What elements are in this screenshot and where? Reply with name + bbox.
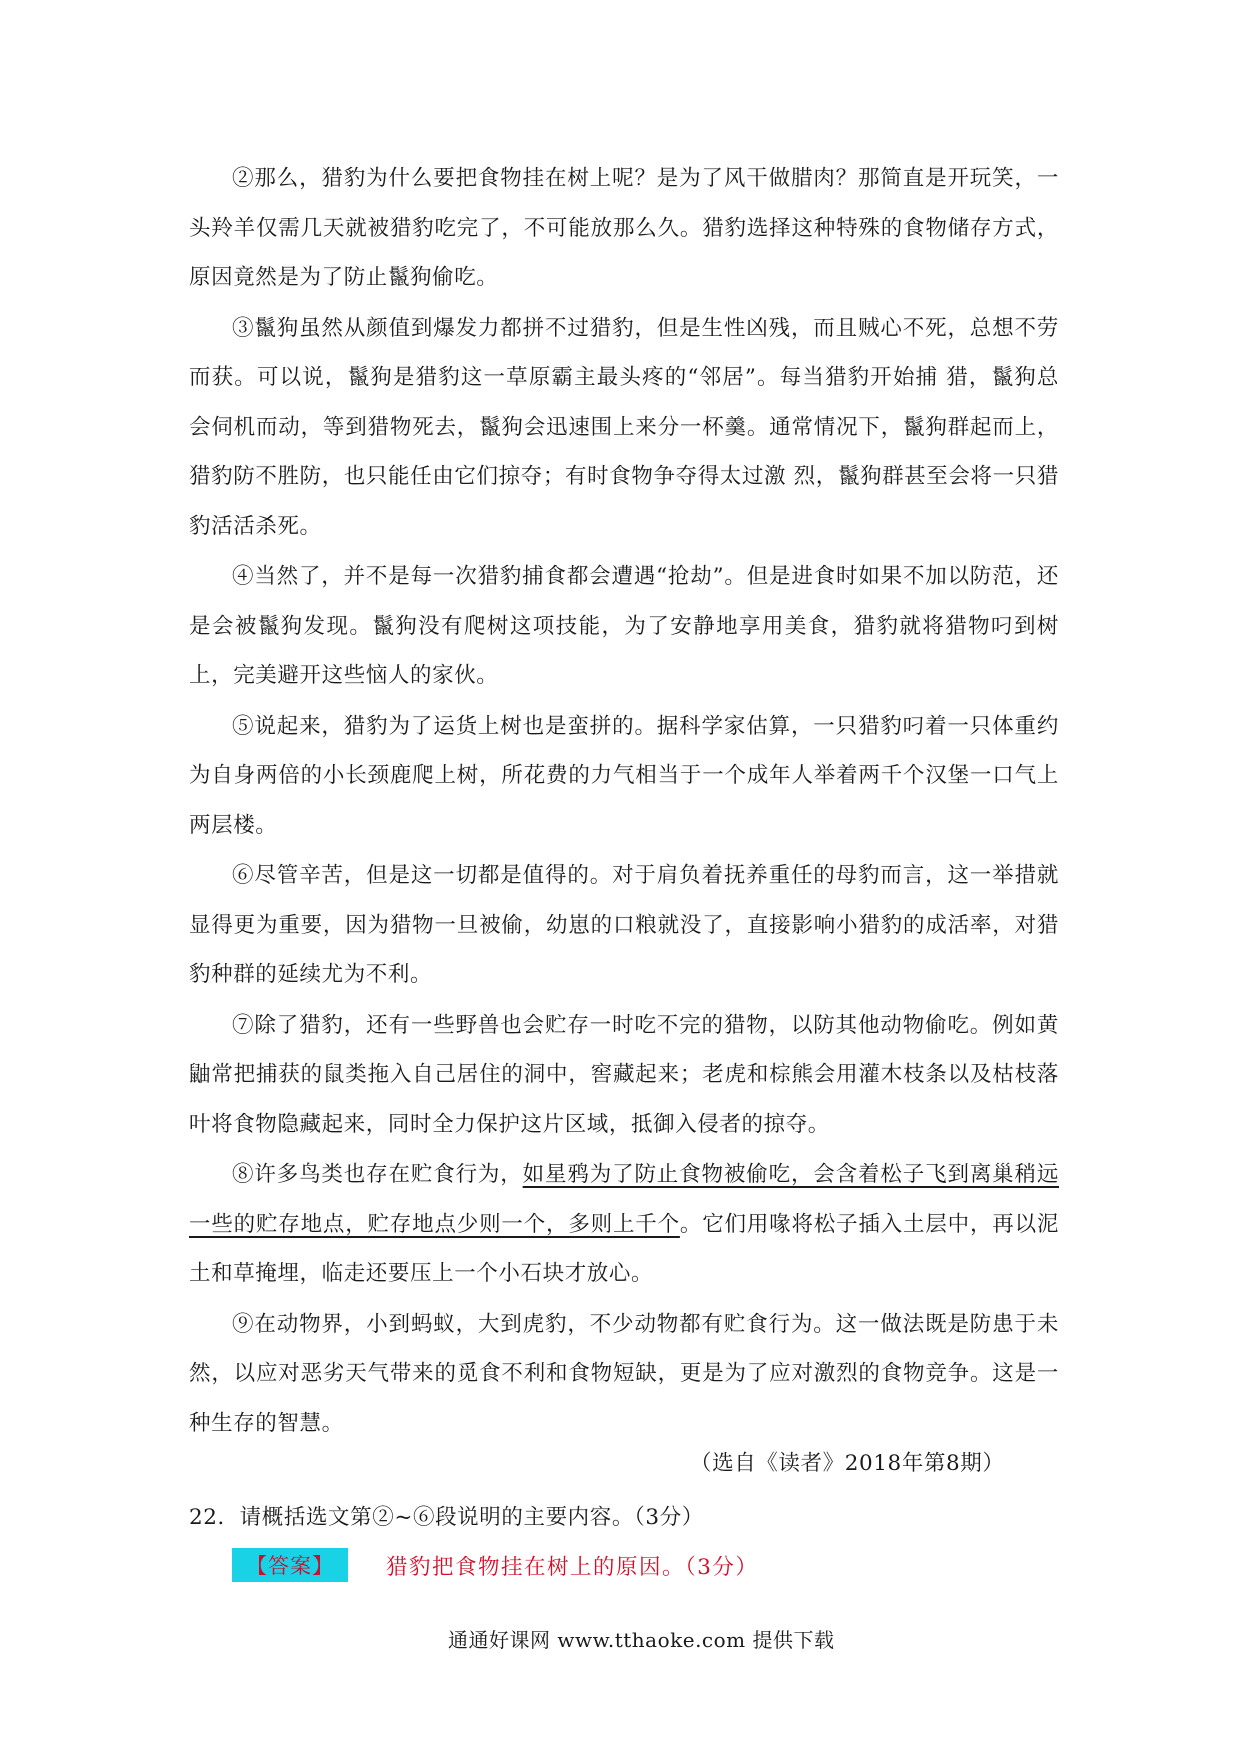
paragraph-5: ⑤说起来，猎豹为了运货上树也是蛮拼的。据科学家估算，一只猎豹叼着一只体重约为自身两倍的小长颈鹿爬上树，所花费的力气相当于一个成年人举着两千个汉堡一口气上两层楼。 [189,713,1059,838]
paragraph-7: ⑦除了猎豹，还有一些野兽也会贮存一时吃不完的猎物，以防其他动物偷吃。例如黄鼬常把捕获的鼠类拖入自己居住的洞中，窖藏起来；老虎和棕熊会用灌木枝条以及枯枝落叶将食物隐藏起来，同时全力保护这片区域，抵御入侵者的掠夺。 [189,1012,1059,1137]
paragraph-6: ⑥尽管辛苦，但是这一切都是值得的。对于肩负着抚养重任的母豹而言，这一举措就显得更为重要，因为猎物一旦被偷，幼崽的口粮就没了，直接影响小猎豹的成活率，对猎豹种群的延续尤为不利。 [189,863,1059,987]
paragraph-4: ④当然了，并不是每一次猎豹捕食都会遭遇“抢劫”。但是进食时如果不加以防范，还是会被鬣狗发现。鬣狗没有爬树这项技能，为了安静地享用美食，猎豹就将猎物叼到树上，完美避开这些恼人的家伙。 [189,564,1059,688]
article-body [189,154,1059,1449]
paragraph-9: ⑨在动物界，小到蚂蚁，大到虎豹，不少动物都有贮食行为。这一做法既是防患于未然，以应对恶劣天气带来的觅食不利和食物短缺，更是为了应对激烈的食物竞争。这是一种生存的智慧。 [189,1311,1059,1436]
paragraph-8-lead: ⑧许多鸟类也存在贮食行为， [232,1162,523,1187]
paragraph-8-tail: 。它们用喙将松子插入土层中，再以泥土和草掩埋，临走还要压上一个小石块才放心。 [189,1211,1060,1286]
page-footer: 通通好课网 www.tthaoke.com 提供下载 [448,1628,835,1652]
answer-label-badge: 【答案】 [232,1548,348,1582]
source-citation: （选自《读者》2018年第8期） [690,1451,1005,1476]
paragraph-2: ②那么，猎豹为什么要把食物挂在树上呢？是为了风干做腊肉？那简直是开玩笑，一头羚羊仅需几天就被猎豹吃完了，不可能放那么久。猎豹选择这种特殊的食物储存方式，原因竟然是为了防止鬣狗偷吃。 [189,166,1059,290]
underlined-sentence: 如星鸦为了防止食物被偷吃，会含着松子飞到离巢稍远一些的贮存地点，贮存地点少则一个，多则上千个 [189,1162,1059,1237]
paragraph-3: ③鬣狗虽然从颜值到爆发力都拼不过猎豹，但是生性凶残，而且贼心不死，总想不劳而获。可以说，鬣狗是猎豹这一草原霸主最头疼的“邻居”。每当猎豹开始捕 猎，鬣狗总会伺机而动，等到猎物死去，鬣狗会迅速围上来分一杯羹。通常情况下，鬣狗群起而上，猎豹防不胜防，也只能任由它们掠夺；有时食物争夺得太过激 烈，鬣狗群甚至会将一只猎豹活活杀死。 [189,315,1059,539]
answer-text: 猎豹把食物挂在树上的原因。（3分） [386,1554,759,1580]
paragraph-8 [189,1150,1059,1299]
answer-row [232,1548,758,1582]
question-22: 22．请概括选文第②~⑥段说明的主要内容。（3分） [189,1505,704,1530]
